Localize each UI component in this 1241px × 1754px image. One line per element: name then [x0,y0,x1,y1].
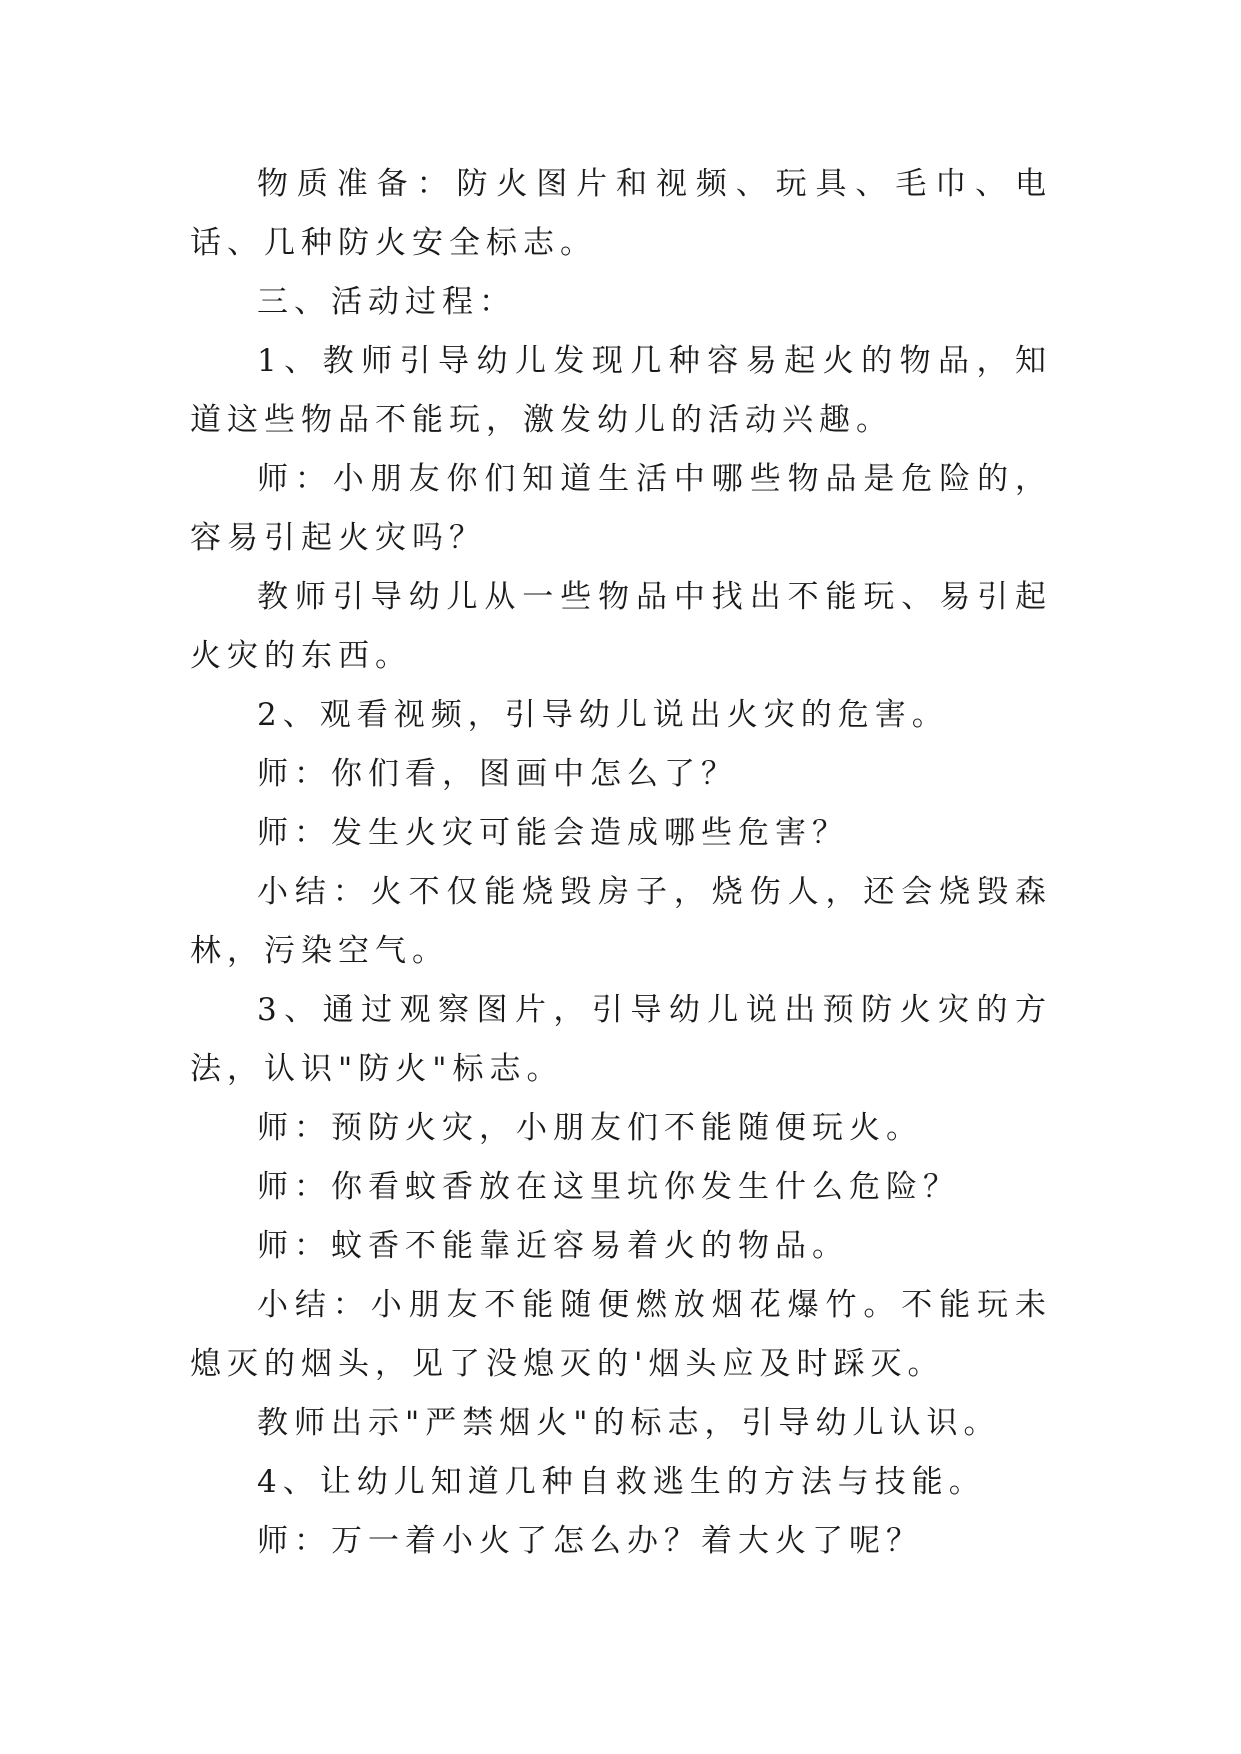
paragraph-step-3: 3、通过观察图片，引导幼儿说出预防火灾的方法，认识"防火"标志。 [190,992,1052,1087]
paragraph-teacher-guide-1: 教师引导幼儿从一些物品中找出不能玩、易引起火灾的东西。 [190,579,1052,674]
paragraph-teacher-statement-2: 师：蚊香不能靠近容易着火的物品。 [257,1228,849,1264]
paragraph-step-2: 2、观看视频，引导幼儿说出火灾的危害。 [257,697,949,733]
paragraph-summary-2: 小结：小朋友不能随便燃放烟花爆竹。不能玩未熄灭的烟头，见了没熄灭的'烟头应及时踩灭。 [190,1287,1052,1382]
paragraph-teacher-guide-2: 教师出示"严禁烟火"的标志，引导幼儿认识。 [257,1405,1001,1441]
section-heading-activity-process: 三、活动过程： [257,284,516,320]
paragraph-teacher-question-3: 师：发生火灾可能会造成哪些危害？ [257,815,849,851]
paragraph-teacher-question-5: 师：万一着小火了怎么办？着大火了呢？ [257,1523,923,1559]
paragraph-materials: 物质准备：防火图片和视频、玩具、毛巾、电话、几种防火安全标志。 [190,166,1052,261]
paragraph-step-1: 1、教师引导幼儿发现几种容易起火的物品，知道这些物品不能玩，激发幼儿的活动兴趣。 [190,343,1052,438]
paragraph-teacher-question-1: 师：小朋友你们知道生活中哪些物品是危险的，容易引起火灾吗？ [190,461,1052,556]
paragraph-step-4: 4、让幼儿知道几种自救逃生的方法与技能。 [257,1464,986,1500]
paragraph-teacher-statement-1: 师：预防火灾，小朋友们不能随便玩火。 [257,1110,923,1146]
paragraph-teacher-question-2: 师：你们看，图画中怎么了？ [257,756,738,792]
paragraph-summary-1: 小结：火不仅能烧毁房子，烧伤人，还会烧毁森林，污染空气。 [190,874,1052,969]
paragraph-teacher-question-4: 师：你看蚊香放在这里坑你发生什么危险？ [257,1169,960,1205]
document-body [190,155,1052,1571]
